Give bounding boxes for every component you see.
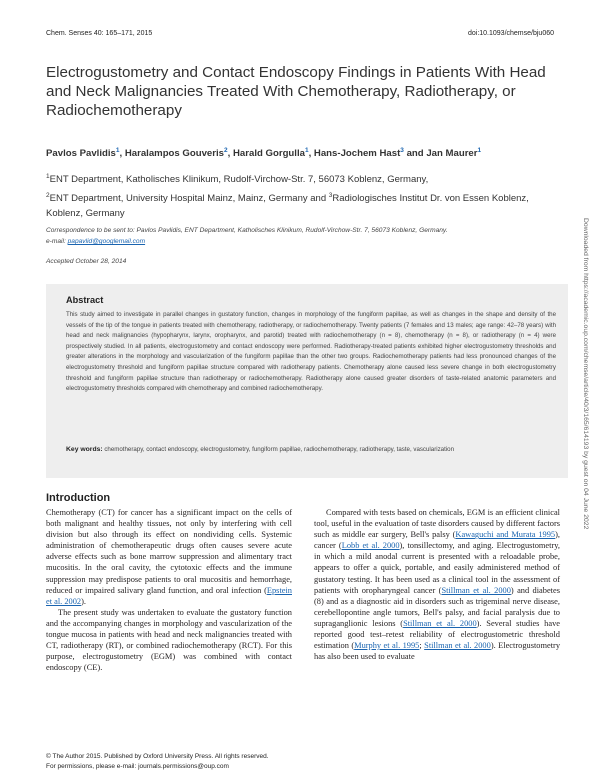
paragraph: Compared with tests based on chemicals, EGM is an efficient clinical tool, useful in the evaluation of taste disorders caused by different factors such as middle ear surgery, Bell's palsy (Kawaguchi and Murata 1995), cancer (Lobb et al. 2000), tonsillectomy, and aging. Electrogustometry, in which a mild anodal current is presented with a reloadable probe, appears to offer a quick, portable, and easily administered method of gustatory testing. It has been used as a clinical tool in the assessment of patients with oropharyngeal cancer (Stillman et al. 2000) and diabetes (8) and as a diagnostic aid in disorders such as trigeminal nerve disease, cerebellopontine angle tumors, Bell's palsy, and facial paralysis due to supraganglionic lesions (Stillman et al. 2000). Several studies have reported good test–retest reliability of electrogustometric threshold estimation (Murphy et al. 1995; Stillman et al. 2000). Electrogustometry has also been used to evaluate <box>314 508 561 662</box>
correspondence <box>46 225 566 247</box>
journal-reference: Chem. Senses 40: 165–171, 2015 <box>46 30 153 37</box>
footer <box>46 752 269 771</box>
affiliation-number: 1 <box>46 173 50 180</box>
download-watermark <box>580 218 592 628</box>
affiliation-1: ENT Department, Katholisches Klinikum, Rudolf-Virchow-Str. 7, 56073 Koblenz, Germany, <box>49 174 429 186</box>
paragraph: The present study was undertaken to evaluate the gustatory function and the accompanying changes in morphology and vascularization of the tongue mucosa in patients with head and neck malignancies treated with CT, radiotherapy (RT), or combined radiochemotherapy (RCT). For this purpose, electrogustometry (EGM) was combined with contact endoscopy (CE). <box>46 607 292 673</box>
affiliation-2: ENT Department, University Hospital Mainz, Mainz, Germany and <box>49 192 327 204</box>
author-affiliation-ref[interactable]: 1 <box>304 147 309 154</box>
keywords-label: Key words: <box>66 446 103 453</box>
citation-link[interactable]: Epstein et al. 2002 <box>46 585 292 606</box>
affiliation-number: 2 <box>46 191 50 199</box>
author-list: Pavlos Pavlidis$^1$, Haralampos Gouveris$^2$, Harald Gorgulla$^1$, Hans-Jochem Hast$^3$ and Jan Maurer$^1$ <box>46 147 482 160</box>
abstract-text: This study aimed to investigate in parallel changes in gustatory function, changes in morphology of the fungiform papillae, as well as changes in the shape and density of the vessels of the tip of the tongue in patients treated with chemotherapy, radiotherapy, or radiochemotherapy. Twenty patients (7 females and 13 males; age range: 42–78 years) with head and neck malignancies (hypopharynx, larynx, oropharynx, and parotid) treated with radiochemotherapy (n = 8), chemotherapy (n = 8), or radiotherapy (n = 4) were prospectively studied. In all patients, electrogustometry and contact endoscopy were performed. Radiotherapy-treated patients exhibited higher electrogustometry thresholds and greater alterations in the morphology and vascularization of the fungiform papillae than the other two groups. Radiochemotherapy patients had less pronounced changes of the electrogustometry threshold and fungiform papillae structure compared with radiotherapy patients. Chemotherapy alone caused less severe change in both electrogustometry threshold and fungiform papillae structure than radiotherapy or radiochemotherapy. Radiotherapy alone caused greater disorders of taste-related anatomic parameters and electrogustometry thresholds compared with chemotherapy and combined radiochemotherapy. <box>66 311 556 393</box>
article-title: Electrogustometry and Contact Endoscopy Findings in Patients With Head and Neck Malignancies Treated With Chemotherapy, Radiotherapy, or Radiochemotherapy <box>46 64 546 119</box>
accepted-date: Accepted October 28, 2014 <box>46 258 127 265</box>
doi[interactable]: doi:10.1093/chemse/bju060 <box>467 30 554 37</box>
body-column-right <box>314 507 560 662</box>
citation-link[interactable]: Lobb et al. 2000 <box>341 541 400 551</box>
abstract-heading: Abstract <box>66 295 104 305</box>
email-label: e-mail: <box>46 238 66 245</box>
author-affiliation-ref[interactable]: 2 <box>224 147 228 154</box>
affiliation-3: Radiologisches Institut Dr. von Essen Koblenz, Koblenz, Germany <box>46 192 529 220</box>
author-name: Jan Maurer <box>426 148 478 160</box>
affiliation-number: 3 <box>328 191 333 199</box>
citation-link[interactable]: Stillman et al. 2000 <box>403 618 477 628</box>
copyright-notice: © The Author 2015. Published by Oxford University Press. All rights reserved. <box>46 753 269 760</box>
body-column-left <box>46 507 292 673</box>
citation-link[interactable]: Kawaguchi and Murata 1995 <box>455 530 556 540</box>
paragraph: Chemotherapy (CT) for cancer has a significant impact on the cells of both malignant and healthy tissues, not only by interfering with cell division but also through its effect on nondividing cells. Systemic administration of chemotherapeutic drugs often causes severe acute adverse effects such as bone marrow suppression and alimentary tract mucositis. In the oral cavity, the cytotoxic effects and the immune suppression may predispose patients to oral mucositis and hemorrhage, reduced or impaired salivary gland function, and oral infection (Epstein et al. 2002). <box>46 508 292 606</box>
author-affiliation-ref[interactable]: 1 <box>115 147 120 154</box>
author-name: Hans-Jochem Hast <box>313 148 401 160</box>
permissions-notice: For permissions, please e-mail: journals.permissions@oup.com <box>46 762 229 770</box>
author-name: Pavlos Pavlidis <box>46 148 116 160</box>
citation-link[interactable]: Murphy et al. 1995 <box>354 641 420 651</box>
author-name: Haralampos Gouveris <box>124 148 225 160</box>
author-name: Harald Gorgulla <box>232 148 305 160</box>
citation-link[interactable]: Stillman et al. 2000 <box>424 641 491 651</box>
author-affiliation-ref[interactable]: 1 <box>477 147 482 154</box>
correspondence-text: Correspondence to be sent to: Pavlos Pavlidis, ENT Department, Katholisches Klinikum, Rudolf-Virchow-Str. 7, 56073 Koblenz, Germany. <box>46 227 448 234</box>
download-watermark-text: Downloaded from https://academic.oup.com/chemse/article/40/3/165/614193 by guest on 04 June 2022 <box>582 218 589 530</box>
affiliations <box>46 169 566 222</box>
author-affiliation-ref[interactable]: 3 <box>400 147 404 154</box>
introduction-heading: Introduction <box>46 492 111 504</box>
citation-link[interactable]: Stillman et al. 2000 <box>441 585 511 595</box>
keywords-list: chemotherapy, contact endoscopy, electrogustometry, fungiform papillae, radiochemotherapy, radiotherapy, taste, vascularization <box>104 446 454 453</box>
keywords <box>66 445 556 456</box>
email-link[interactable]: papavlid@googlemail.com <box>67 238 146 245</box>
